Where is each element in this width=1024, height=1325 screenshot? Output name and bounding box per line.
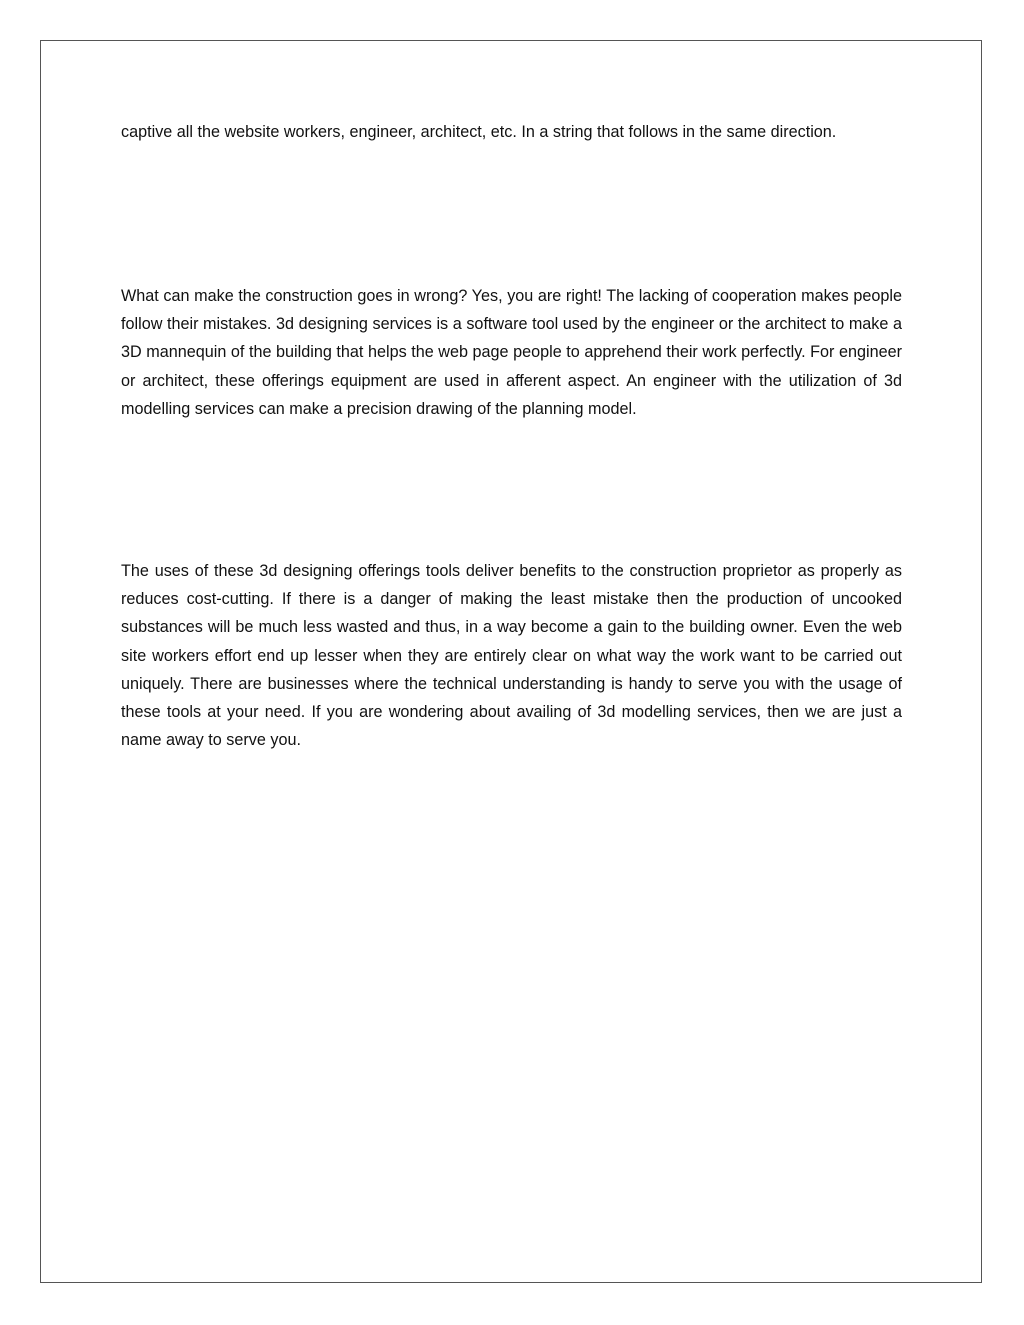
paragraph-2: What can make the construction goes in wrong? Yes, you are right! The lacking of cooperation makes people follow their mistakes. 3d designing services is a software tool used by the engineer or the architect to make a 3D mannequin of the building that helps the web page people to apprehend their work perfectly. For engineer or architect, these offerings equipment are used in afferent aspect. An engineer with the utilization of 3d modelling services can make a precision drawing of the planning model. (121, 287, 902, 418)
paragraph-3: The uses of these 3d designing offerings tools deliver benefits to the construction proprietor as properly as reduces cost-cutting. If there is a danger of making the least mistake then the production of uncooked substances will be much less wasted and thus, in a way become a gain to the building owner. Even the web site workers effort end up lesser when they are entirely clear on what way the work want to be carried out uniquely. There are businesses where the technical understanding is handy to serve you with the usage of these tools at your need. If you are wondering about availing of 3d modelling services, then we are just a name away to serve you. (121, 562, 902, 750)
paragraph-1: captive all the website workers, engineer, architect, etc. In a string that follows in the same direction. (121, 123, 837, 141)
